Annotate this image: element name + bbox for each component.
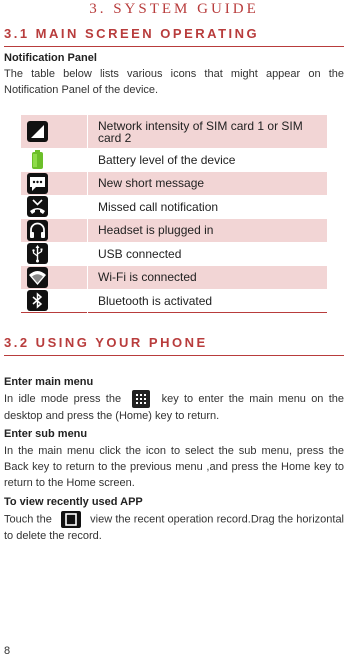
row-label: Missed call notification (88, 195, 328, 219)
missed-call-icon (27, 196, 48, 217)
row-label: New short message (88, 172, 328, 196)
message-icon (27, 173, 48, 194)
notification-icon-table (21, 115, 327, 313)
page-number: 8 (4, 645, 11, 657)
usb-icon (27, 243, 48, 264)
table-row (21, 266, 327, 290)
bluetooth-icon (27, 290, 48, 311)
enter-main-menu-text: In idle mode press the key to enter the main menu on the desktop and press the (Home) key to return. (4, 390, 344, 424)
table-row (21, 289, 327, 313)
table-row (21, 242, 327, 266)
enter-main-menu-title: Enter main menu (4, 376, 94, 388)
table-row (21, 115, 327, 148)
menu-grid-icon (132, 390, 150, 408)
row-label: USB connected (88, 242, 328, 266)
page-title: 3. SYSTEM GUIDE (89, 1, 259, 17)
row-label: Battery level of the device (88, 148, 328, 172)
signal-icon (27, 121, 48, 142)
row-label: Network intensity of SIM card 1 or SIM card 2 (88, 115, 328, 148)
recent-apps-icon (61, 511, 81, 528)
headset-icon (27, 220, 48, 241)
row-label: Headset is plugged in (88, 219, 328, 243)
wifi-icon (27, 267, 48, 288)
row-label: Bluetooth is activated (88, 289, 328, 313)
notification-panel-intro: The table below lists various icons that might appear on the Notification Panel of the device. (4, 68, 344, 96)
table-row (21, 172, 327, 196)
table-row (21, 148, 327, 172)
recent-apps-text: Touch the view the recent operation record.Drag the horizontal to delete the record. (4, 511, 344, 544)
notification-panel-subhead: Notification Panel (4, 52, 97, 64)
table-row (21, 219, 327, 243)
section-heading-main-screen: 3.1 MAIN SCREEN OPERATING (4, 24, 344, 47)
recent-apps-title: To view recently used APP (4, 496, 143, 508)
enter-sub-menu-title: Enter sub menu (4, 428, 88, 440)
section-heading-using-phone: 3.2 USING YOUR PHONE (4, 333, 344, 356)
battery-icon (27, 149, 48, 170)
enter-sub-menu-text: In the main menu click the icon to select the sub menu, press the Back key to return to the previous menu ,and press the Home key to return to the Home screen. (4, 445, 344, 489)
row-label: Wi-Fi is connected (88, 266, 328, 290)
table-row (21, 195, 327, 219)
